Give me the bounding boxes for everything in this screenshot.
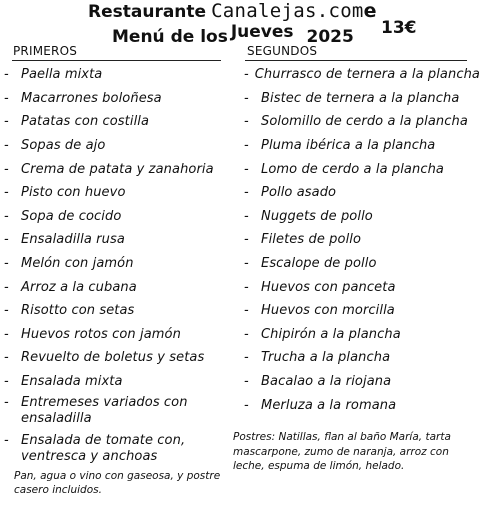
included-note: Pan, agua o vino con gaseosa, y postre casero incluidos.: [14, 470, 221, 496]
dash-bullet: -: [244, 256, 249, 272]
list-item: [4, 205, 240, 229]
list-item: [244, 299, 480, 323]
menu-day: Jueves: [230, 22, 294, 42]
list-item: [4, 87, 240, 111]
dash-bullet: -: [4, 161, 9, 177]
dash-bullet: -: [4, 350, 9, 366]
dish-name: Huevos con panceta: [261, 279, 396, 295]
dash-bullet: -: [4, 138, 9, 154]
segundos-list: [244, 63, 480, 417]
list-item: [4, 370, 240, 394]
list-item: [4, 275, 240, 299]
dish-name: Sopa de cocido: [21, 208, 122, 224]
dish-name: Nuggets de pollo: [261, 208, 373, 224]
dish-name: Revuelto de boletus y setas: [21, 350, 205, 366]
title-prefix: Restaurante: [88, 2, 207, 22]
dash-bullet: -: [4, 326, 9, 342]
dash-bullet: -: [4, 208, 9, 224]
dish-name: Risotto con setas: [21, 303, 135, 319]
desserts-note: Postres: Natillas, flan al baño María, tarta mascarpone, zumo de naranja, arroz con leche, espuma de limón, helado.: [233, 431, 451, 472]
list-item: [4, 431, 240, 469]
dash-bullet: -: [4, 395, 9, 411]
dish-name: Patatas con costilla: [21, 114, 150, 130]
dash-bullet: -: [4, 374, 9, 390]
dish-name: Paella mixta: [21, 67, 103, 83]
dash-bullet: -: [244, 90, 249, 106]
list-item: [4, 252, 240, 276]
restaurant-brand: Canalejas.com: [211, 0, 364, 22]
list-item: [4, 228, 240, 252]
list-item: [4, 181, 240, 205]
dish-name: Arroz a la cubana: [21, 279, 137, 295]
dish-name: Ensaladilla rusa: [21, 232, 125, 248]
list-item: [4, 299, 240, 323]
dash-bullet: -: [4, 185, 9, 201]
dish-name: Ensalada mixta: [21, 374, 123, 390]
segundos-heading: SEGUNDOS: [247, 44, 318, 58]
primeros-list: [4, 63, 240, 469]
list-item: [244, 228, 480, 252]
dash-bullet: -: [4, 232, 9, 248]
dish-name: Sopas de ajo: [21, 138, 106, 154]
dash-bullet: -: [244, 397, 249, 413]
dash-bullet: -: [244, 279, 249, 295]
menu-subtitle: [112, 22, 354, 47]
dash-bullet: -: [244, 326, 249, 342]
dish-name: Bistec de ternera a la plancha: [261, 90, 460, 106]
menu-year: 2025: [306, 27, 354, 47]
list-item: [244, 252, 480, 276]
dash-bullet: -: [4, 303, 9, 319]
dish-name: Filetes de pollo: [261, 232, 362, 248]
dash-bullet: -: [4, 90, 9, 106]
list-item: [244, 87, 480, 111]
list-item: [244, 63, 480, 87]
dish-name: Lomo de cerdo a la plancha: [261, 161, 444, 177]
dash-bullet: -: [244, 303, 249, 319]
dash-bullet: -: [4, 433, 9, 449]
list-item: [4, 393, 240, 431]
dish-name: Entremeses variados con ensaladilla: [21, 395, 188, 427]
list-item: [244, 181, 480, 205]
dish-name: Ensalada de tomate con, ventresca y anchoas: [21, 433, 186, 465]
menu-label: Menú de los: [112, 27, 228, 47]
list-item: [244, 323, 480, 347]
list-item: [4, 157, 240, 181]
dash-bullet: -: [244, 208, 249, 224]
dish-name: Melón con jamón: [21, 256, 134, 272]
dash-bullet: -: [244, 350, 249, 366]
dish-name: Pisto con huevo: [21, 185, 126, 201]
dish-name: Chipirón a la plancha: [261, 326, 401, 342]
restaurant-title: [88, 2, 377, 21]
dish-name: Pollo asado: [261, 185, 337, 201]
primeros-divider: [12, 60, 221, 61]
menu-price: 13€: [381, 18, 417, 38]
dish-name: Bacalao a la riojana: [261, 374, 392, 390]
dish-name: Macarrones boloñesa: [21, 90, 162, 106]
list-item: [4, 63, 240, 87]
restaurant-brand-suffix: e: [363, 0, 377, 22]
dash-bullet: -: [244, 67, 249, 83]
dish-name: Trucha a la plancha: [261, 350, 391, 366]
list-item: [4, 110, 240, 134]
list-item: [4, 134, 240, 158]
list-item: [244, 110, 480, 134]
dash-bullet: -: [244, 374, 249, 390]
dish-name: Escalope de pollo: [261, 256, 377, 272]
dash-bullet: -: [4, 256, 9, 272]
dish-name: Huevos rotos con jamón: [21, 326, 181, 342]
segundos-divider: [245, 60, 467, 61]
dish-name: Pluma ibérica a la plancha: [261, 138, 436, 154]
list-item: [244, 275, 480, 299]
dash-bullet: -: [4, 279, 9, 295]
list-item: [244, 157, 480, 181]
dash-bullet: -: [244, 114, 249, 130]
dash-bullet: -: [4, 67, 9, 83]
list-item: [244, 370, 480, 394]
list-item: [4, 346, 240, 370]
dash-bullet: -: [244, 185, 249, 201]
dish-name: Huevos con morcilla: [261, 303, 395, 319]
dish-name: Merluza a la romana: [261, 397, 397, 413]
list-item: [244, 205, 480, 229]
dash-bullet: -: [244, 161, 249, 177]
dash-bullet: -: [4, 114, 9, 130]
dish-name: Solomillo de cerdo a la plancha: [261, 114, 468, 130]
list-item: [244, 346, 480, 370]
list-item: [4, 323, 240, 347]
dish-name: Churrasco de ternera a la plancha: [254, 67, 480, 83]
dish-name: Crema de patata y zanahoria: [21, 161, 214, 177]
list-item: [244, 393, 480, 417]
primeros-heading: PRIMEROS: [13, 44, 78, 58]
dash-bullet: -: [244, 232, 249, 248]
list-item: [244, 134, 480, 158]
dash-bullet: -: [244, 138, 249, 154]
